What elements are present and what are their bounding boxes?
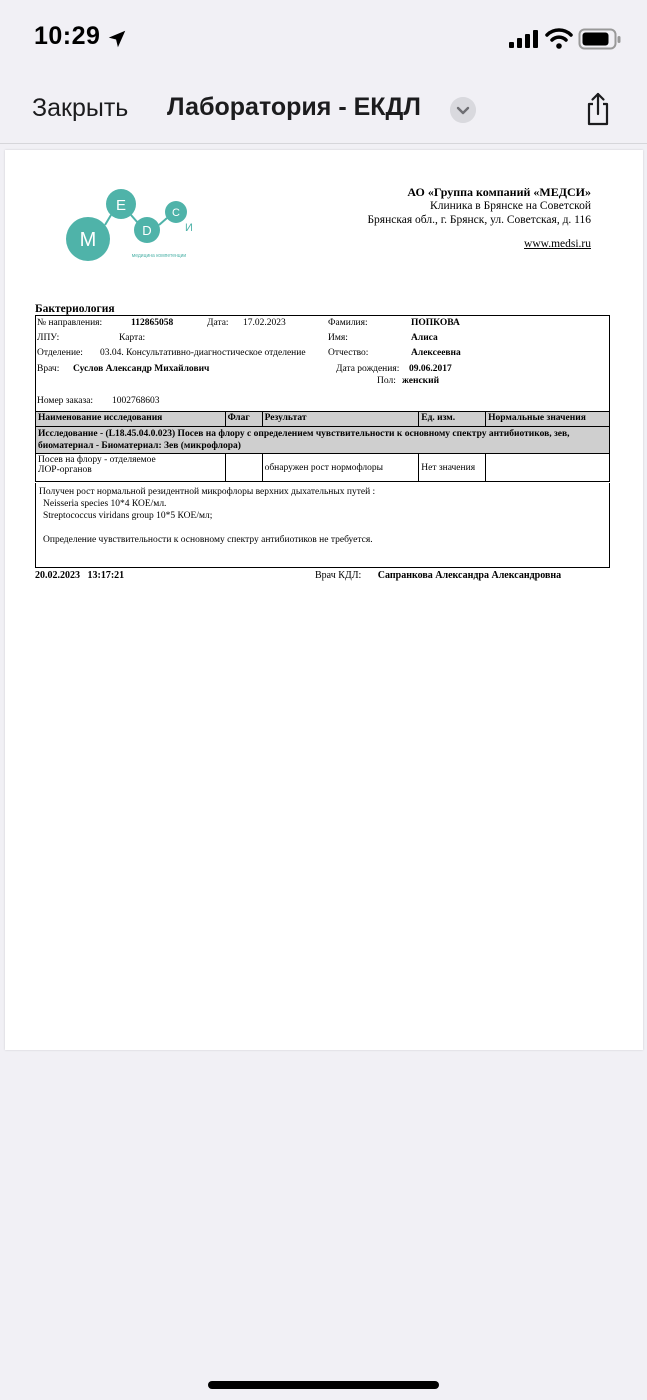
table-row [36, 454, 610, 482]
results-table [35, 411, 610, 482]
clinic-name: АО «Группа компаний «МЕДСИ» [407, 185, 591, 199]
battery-icon [578, 27, 622, 51]
clinic-branch: Клиника в Брянске на Советской [430, 200, 591, 212]
surname-label: Фамилия: [328, 318, 368, 328]
name-label: Имя: [328, 333, 348, 343]
nav-bar [0, 80, 647, 144]
test-name-line: ЛОР-органов [38, 465, 92, 475]
nav-title: Лаборатория - ЕКДЛ [167, 93, 421, 121]
comment-line: Neisseria species 10*4 КОЕ/мл. [43, 499, 167, 509]
comment-line: Streptococcus viridans group 10*5 КОЕ/мл; [43, 511, 213, 521]
dept-value: 03.04. Консультативно-диагностическое отделение [100, 348, 306, 358]
column-header: Наименование исследования [36, 412, 226, 427]
cell-flag [225, 454, 262, 482]
section-title: Бактериология [35, 303, 115, 315]
doctor-label: Врач: [37, 364, 60, 374]
lab-doctor-label: Врач КДЛ: [315, 570, 362, 581]
lab-doctor-value: Сапранкова Александра Александровна [377, 570, 562, 581]
report-datetime: 20.02.2023 13:17:21 [35, 570, 125, 581]
lpu-label: ЛПУ: [37, 333, 60, 343]
share-icon[interactable] [585, 92, 611, 126]
column-header: Результат [262, 412, 419, 427]
name-value: Алиса [411, 333, 438, 343]
status-bar [0, 0, 647, 80]
medsi-logo [65, 185, 205, 265]
order-label: Номер заказа: [37, 396, 94, 406]
study-group-row [36, 427, 610, 454]
dept-label: Отделение: [37, 348, 83, 358]
study-group-line: биоматериал - Биоматериал: Зев (микрофлора) [38, 441, 241, 451]
patronymic-value: Алексеевна [411, 348, 461, 358]
column-header: Ед. изм. [419, 412, 486, 427]
column-header: Флаг [225, 412, 262, 427]
table-header-row [36, 412, 610, 427]
date-label: Дата: [207, 318, 229, 328]
card-label: Карта: [119, 333, 146, 343]
logo-tagline: медицина компетенции [131, 253, 187, 259]
close-button[interactable]: Закрыть [32, 94, 129, 122]
logo-letter: И [185, 222, 193, 234]
doctor-value: Суслов Александр Михайлович [73, 364, 210, 374]
referral-value: 112865058 [131, 318, 174, 328]
test-name-line: Посев на флору - отделяемое [38, 455, 156, 465]
logo-letter: D [142, 223, 152, 238]
referral-label: № направления: [37, 318, 103, 328]
cell-normal [486, 454, 610, 482]
date-value: 17.02.2023 [243, 318, 286, 328]
home-indicator[interactable] [208, 1381, 439, 1389]
status-time: 10:29 [34, 22, 101, 50]
logo-letter: E [115, 197, 127, 214]
logo-letter: С [172, 207, 180, 219]
chevron-down-icon[interactable] [450, 97, 476, 123]
cell-result: обнаружен рост нормофлоры [262, 454, 419, 482]
patronymic-label: Отчество: [328, 348, 369, 358]
column-header: Нормальные значения [486, 412, 610, 427]
lab-doctor [315, 570, 561, 581]
sex-value: женский [402, 376, 440, 386]
location-arrow-icon [106, 28, 128, 50]
order-value: 1002768603 [112, 396, 160, 406]
cell-unit: Нет значения [419, 454, 486, 482]
sex-label: Пол: [377, 376, 396, 386]
comment-line: Определение чувствительности к основному спектру антибиотиков не требуется. [43, 535, 373, 545]
cellular-signal-icon [509, 30, 541, 48]
comment-box [35, 483, 610, 568]
document-page [5, 150, 643, 1050]
patient-info-box [35, 315, 610, 411]
wifi-icon [545, 27, 573, 49]
clinic-address: Брянская обл., г. Брянск, ул. Советская, д. 116 [367, 214, 591, 226]
comment-line: Получен рост нормальной резидентной микрофлоры верхних дыхательных путей : [39, 487, 376, 497]
surname-value: ПОПКОВА [411, 318, 460, 328]
cell-test-name [36, 454, 226, 482]
website-link[interactable]: www.medsi.ru [524, 238, 591, 250]
clinic-header [367, 185, 591, 227]
dob-label: Дата рождения: [336, 364, 400, 374]
study-group-cell [36, 427, 610, 454]
study-group-line: Исследование - (L18.45.04.0.023) Посев на флору с определением чувствительности к основному спектру антибиотиков, зев, [38, 429, 570, 439]
dob-value: 09.06.2017 [409, 364, 452, 374]
logo-letter: M [79, 229, 97, 251]
